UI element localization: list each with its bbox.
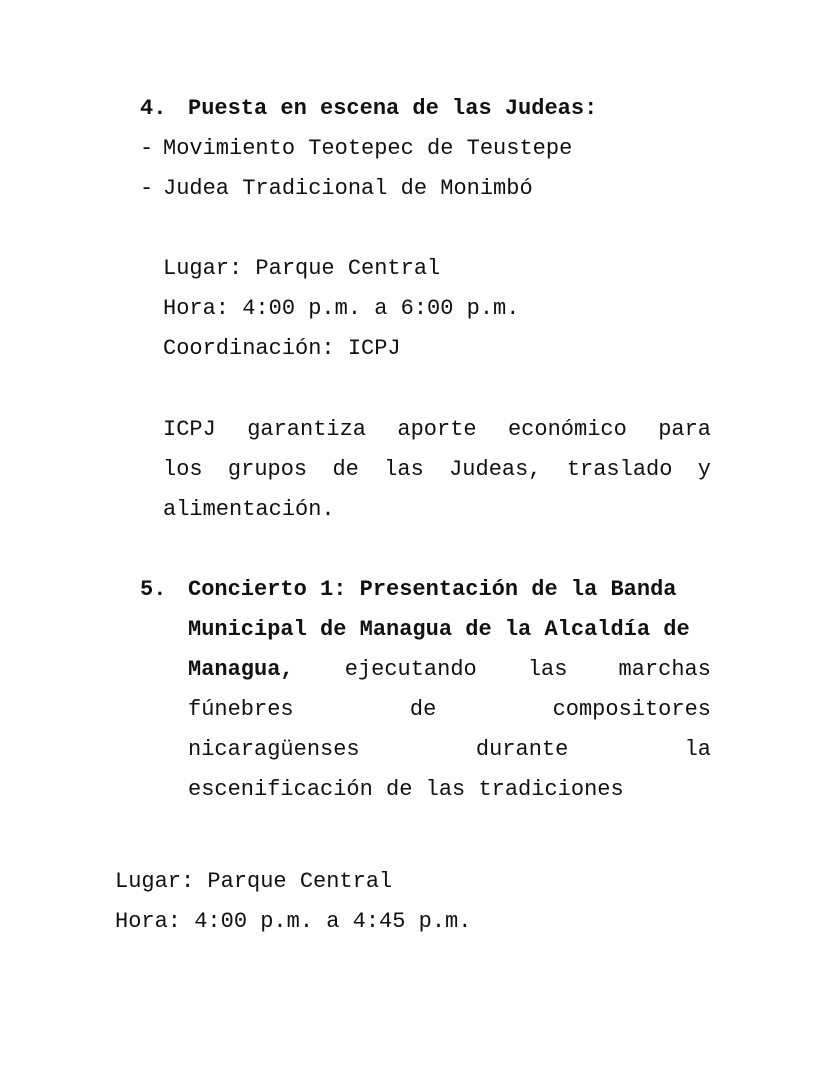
word: aporte <box>397 417 477 442</box>
section-5-line-3 <box>188 656 711 684</box>
bullet-dash: - <box>140 176 154 201</box>
word: Managua, <box>188 657 294 682</box>
paragraph-line-1 <box>163 416 711 444</box>
word: las <box>527 657 568 682</box>
word: marchas <box>618 657 711 682</box>
time-line: Hora: 4:00 p.m. a 6:00 p.m. <box>163 296 520 321</box>
word: ICPJ <box>163 417 216 442</box>
word: traslado <box>566 457 673 482</box>
bullet-dash: - <box>140 136 154 161</box>
word: ejecutando <box>344 657 477 682</box>
word: Judeas, <box>449 457 542 482</box>
word: las <box>384 457 424 482</box>
section-5-title-line-2: Municipal de Managua de la Alcaldía de <box>188 617 690 642</box>
paragraph-line-2 <box>163 456 711 484</box>
word: los <box>163 457 203 482</box>
list-item: Movimiento Teotepec de Teustepe <box>163 136 573 161</box>
section-5-number: 5. <box>140 577 167 602</box>
word: nicaragüenses <box>188 737 360 762</box>
word: fúnebres <box>188 697 294 722</box>
time-line: Hora: 4:00 p.m. a 4:45 p.m. <box>115 909 472 934</box>
word: garantiza <box>247 417 367 442</box>
section-4-number: 4. <box>140 96 167 121</box>
word: compositores <box>552 697 711 722</box>
word: grupos <box>227 457 308 482</box>
location-line: Lugar: Parque Central <box>115 869 393 894</box>
word: económico <box>507 417 627 442</box>
list-item: Judea Tradicional de Monimbó <box>163 176 533 201</box>
paragraph-line-3: alimentación. <box>163 497 335 522</box>
section-5-line-6: escenificación de las tradiciones <box>188 777 624 802</box>
word: la <box>684 737 711 762</box>
section-5-line-4 <box>188 696 711 724</box>
location-line: Lugar: Parque Central <box>163 256 441 281</box>
word: de <box>332 457 359 482</box>
word: durante <box>475 737 569 762</box>
section-4-title: Puesta en escena de las Judeas: <box>188 96 598 121</box>
word: para <box>658 417 711 442</box>
word: y <box>697 457 711 482</box>
word: de <box>409 697 437 722</box>
coordination-line: Coordinación: ICPJ <box>163 336 401 361</box>
section-5-title-line-1: Concierto 1: Presentación de la Banda <box>188 577 677 602</box>
section-5-line-5 <box>188 736 711 764</box>
